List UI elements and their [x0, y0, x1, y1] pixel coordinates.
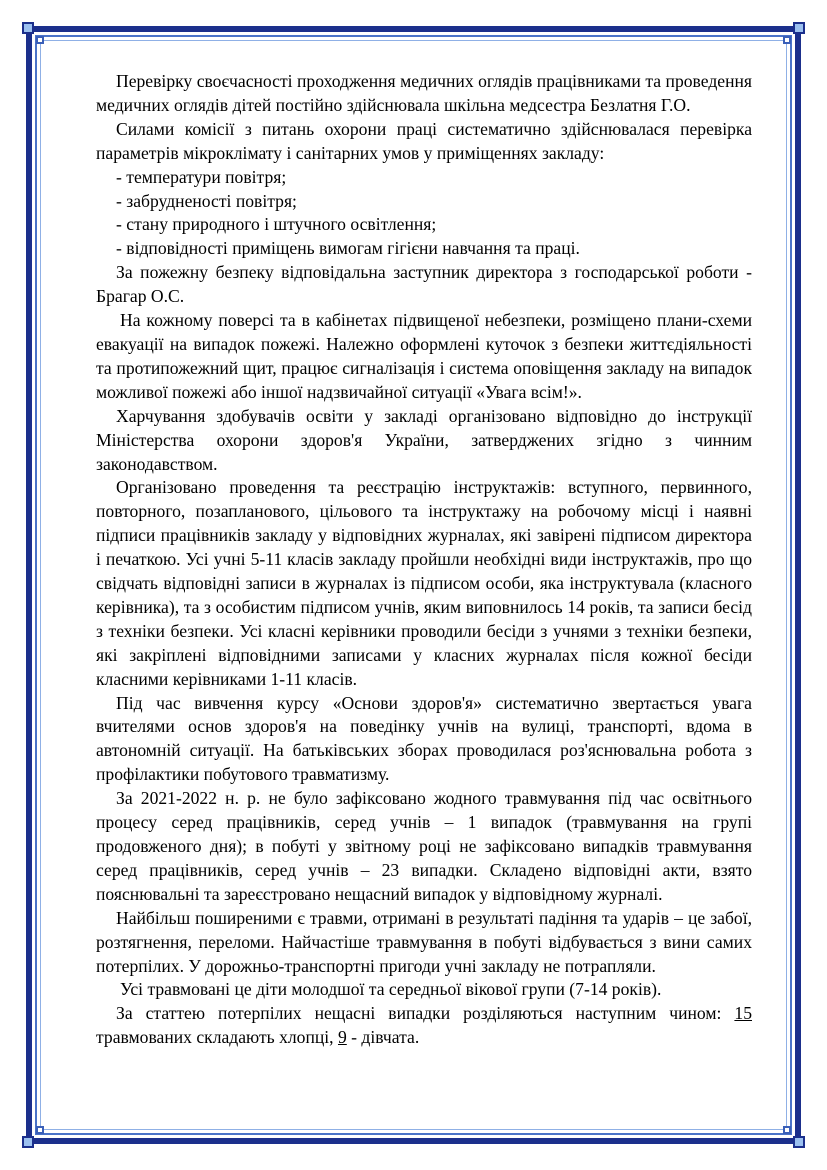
list-item: - температури повітря;	[116, 166, 287, 187]
frame-corner-bottom-left	[22, 1114, 56, 1148]
gender-text-part3: - дівчата.	[346, 1027, 420, 1048]
list-item: - стану природного і штучного освітлення;	[116, 214, 437, 235]
list-item: - забрудненості повітря;	[116, 190, 297, 211]
paragraph-fire-safety: За пожежну безпеку відповідальна заступник директора з господарської роботи - Брагар О.С.	[96, 262, 752, 307]
paragraph-evacuation: На кожному поверсі та в кабінетах підвищеної небезпеки, розміщено плани-схеми евакуації на випадок пожежі. Належно оформлені куточок з безпеки життєдіяльності та протипожежний щит, працює сигналізація і система оповіщення закладу на випадок можливої пожежі або іншої надзвичайної ситуації «Увага всім!».	[96, 310, 752, 402]
paragraph-injury-stats: За 2021-2022 н. р. не було зафіксовано жодного травмування під час освітнього процесу серед працівників, серед учнів – 1 випадок (травмування на групі продовженого дня); в побуті у звітному році не зафіксовано випадків травмування серед працівників, серед учнів – 23 випадки. Складено відповідні акти, взято пояснювальні та зареєстровано нещасний випадок у відповідному журналі.	[96, 788, 752, 904]
document-body	[96, 70, 752, 1050]
paragraph-briefings: Організовано проведення та реєстрацію інструктажів: вступного, первинного, повторного, позапланового, цільового та інструктажу на робочому місці і наявні підписи працівників закладу у відповідних журналах, які завірені підписом директора і печаткою. Усі учні 5-11 класів закладу пройшли необхідні види інструктажів, про що свідчать відповідні записи в журналах із підписом особи, яка інструктувала (класного керівника), та з особистим підписом учнів, яким виповнилось 14 років, та записи бесід з техніки безпеки. Усі класні керівники проводили бесіди з учнями з техніки безпеки, які закріплені відповідними записами у класних журналах після кожної бесіди класними керівниками 1-11 класів.	[96, 477, 752, 689]
paragraph-injury-types: Найбільш поширеними є травми, отримані в результаті падіння та ударів – це забої, розтягнення, переломи. Найчастіше травмування в побуті відбувається з вини самих потерпілих. У дорожньо-транспортні пригоди учні закладу не потрапляли.	[96, 907, 752, 976]
paragraph-nutrition: Харчування здобувачів освіти у закладі організовано відповідно до інструкції Міністерства охорони здоров'я України, затверджених згідно з чинним законодавством.	[96, 405, 752, 474]
frame-corner-top-left	[22, 22, 56, 56]
gender-text-part1: За статтею потерпілих нещасні випадки розділяються наступним чином:	[116, 1003, 735, 1024]
frame-corner-top-right	[771, 22, 805, 56]
paragraph-gender-breakdown	[96, 1002, 752, 1050]
paragraph-health-course: Під час вивчення курсу «Основи здоров'я» систематично звертається увага вчителями основ здоров'я на поведінку учнів на вулиці, транспорті, вдома в автономній ситуації. На батьківських зборах проводилася роз'яснювальна робота з профілактики побутового травматизму.	[96, 692, 752, 785]
list-item: - відповідності приміщень вимогам гігієни навчання та праці.	[116, 238, 580, 259]
gender-text-part2: травмованих складають хлопці,	[96, 1027, 338, 1048]
paragraph-age-groups: Усі травмовані це діти молодшої та середньої вікової групи (7-14 років).	[120, 979, 662, 1000]
boys-count: 15	[734, 1003, 752, 1024]
paragraph-medical-checks: Перевірку своєчасності проходження медичних оглядів працівниками та проведення медичних оглядів дітей постійно здійснювала шкільна медсестра Безлатня Г.О.	[96, 71, 752, 115]
frame-corner-bottom-right	[771, 1114, 805, 1148]
girls-count: 9	[337, 1027, 347, 1048]
paragraph-labor-commission: Силами комісії з питань охорони праці систематично здійснювалася перевірка параметрів мікроклімату і санітарних умов у приміщеннях закладу:	[96, 118, 752, 163]
